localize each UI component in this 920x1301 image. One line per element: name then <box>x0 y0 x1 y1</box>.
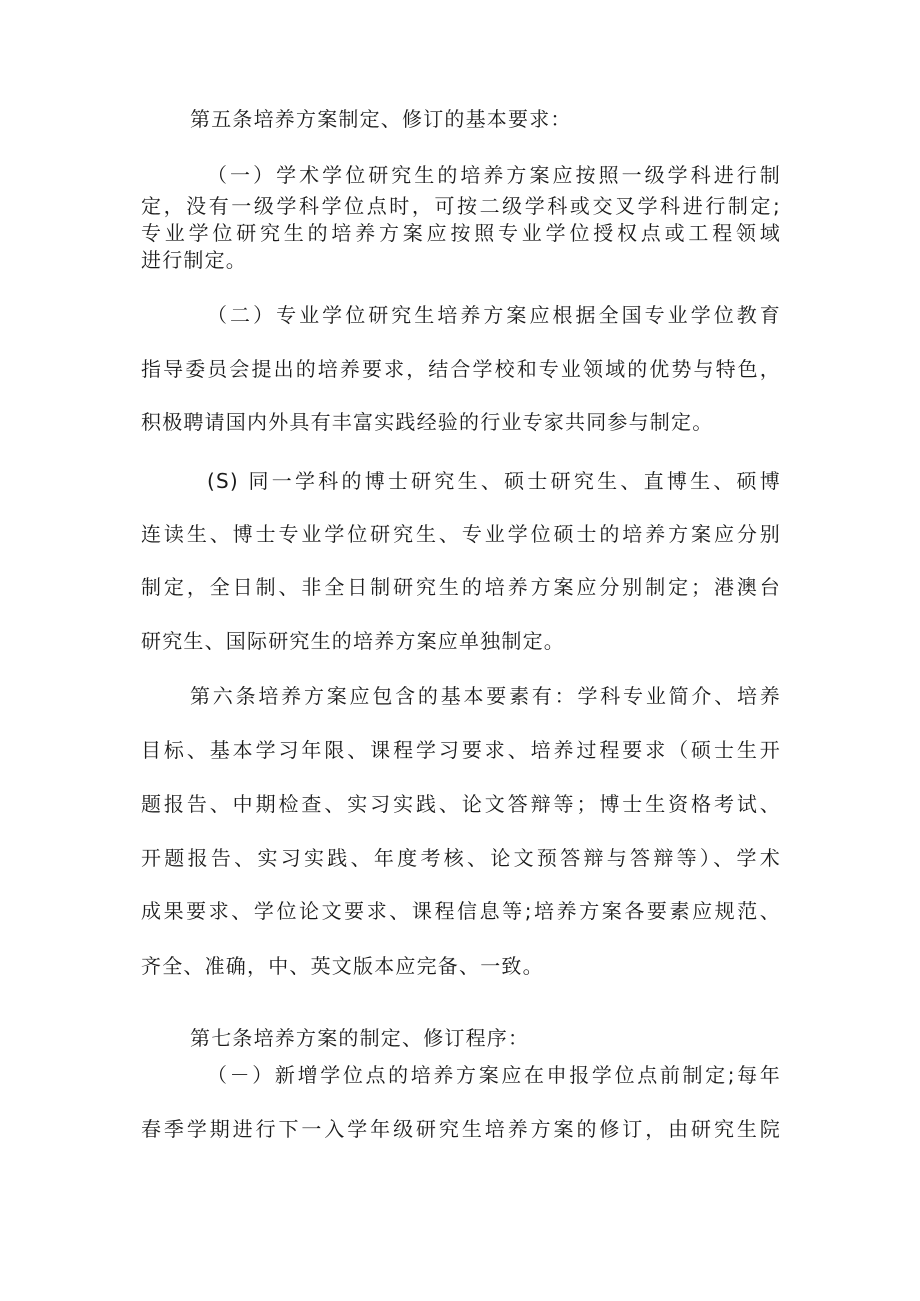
article-5-item-1-line-4: 进行制定。 <box>141 248 247 272</box>
article-5-item-2-line-1: （二）专业学位研究生培养方案应根据全国专业学位教育 <box>207 303 781 327</box>
article-6-line-4: 开题报告、实习实践、年度考核、论文预答辩与答辩等）、学术 <box>141 846 781 870</box>
article-7-heading: 第七条培养方案的制定、修订程序： <box>190 1026 530 1050</box>
article-6-line-2: 目标、基本学习年限、课程学习要求、培养过程要求（硕士生开 <box>141 738 781 762</box>
article-5-item-3-line-3: 制定，全日制、非全日制研究生的培养方案应分别制定；港澳台 <box>141 575 781 599</box>
article-5-item-2-line-2: 指导委员会提出的培养要求，结合学校和专业领域的优势与特色， <box>141 357 781 381</box>
article-5-item-3-line-2: 连读生、博士专业学位研究生、专业学位硕士的培养方案应分别 <box>141 522 781 546</box>
article-5-item-1-line-2: 定，没有一级学科学位点时，可按二级学科或交叉学科进行制定; <box>141 194 781 218</box>
article-6-line-1: 第六条培养方案应包含的基本要素有：学科专业简介、培养 <box>190 684 781 708</box>
article-5-heading: 第五条培养方案制定、修订的基本要求： <box>190 107 572 131</box>
article-5-item-3-line-4: 研究生、国际研究生的培养方案应单独制定。 <box>141 629 565 653</box>
article-6-line-5: 成果要求、学位论文要求、课程信息等;培养方案各要素应规范、 <box>141 899 781 923</box>
article-7-item-1-line-1: （－）新增学位点的培养方案应在申报学位点前制定;每年 <box>207 1063 781 1087</box>
article-6-line-6: 齐全、准确，中、英文版本应完备、一致。 <box>141 954 544 978</box>
article-5-item-3-line-1: (S) 同一学科的博士研究生、硕士研究生、直博生、硕博 <box>207 469 781 493</box>
article-6-line-3: 题报告、中期检查、实习实践、论文答辩等；博士生资格考试、 <box>141 792 781 816</box>
article-5-item-1-line-1: （一）学术学位研究生的培养方案应按照一级学科进行制 <box>207 163 781 187</box>
article-7-item-1-line-2: 春季学期进行下一入学年级研究生培养方案的修订，由研究生院 <box>141 1117 781 1141</box>
article-5-item-2-line-3: 积极聘请国内外具有丰富实践经验的行业专家共同参与制定。 <box>141 410 714 434</box>
article-5-item-1-line-3: 专业学位研究生的培养方案应按照专业学位授权点或工程领域 <box>141 221 781 245</box>
